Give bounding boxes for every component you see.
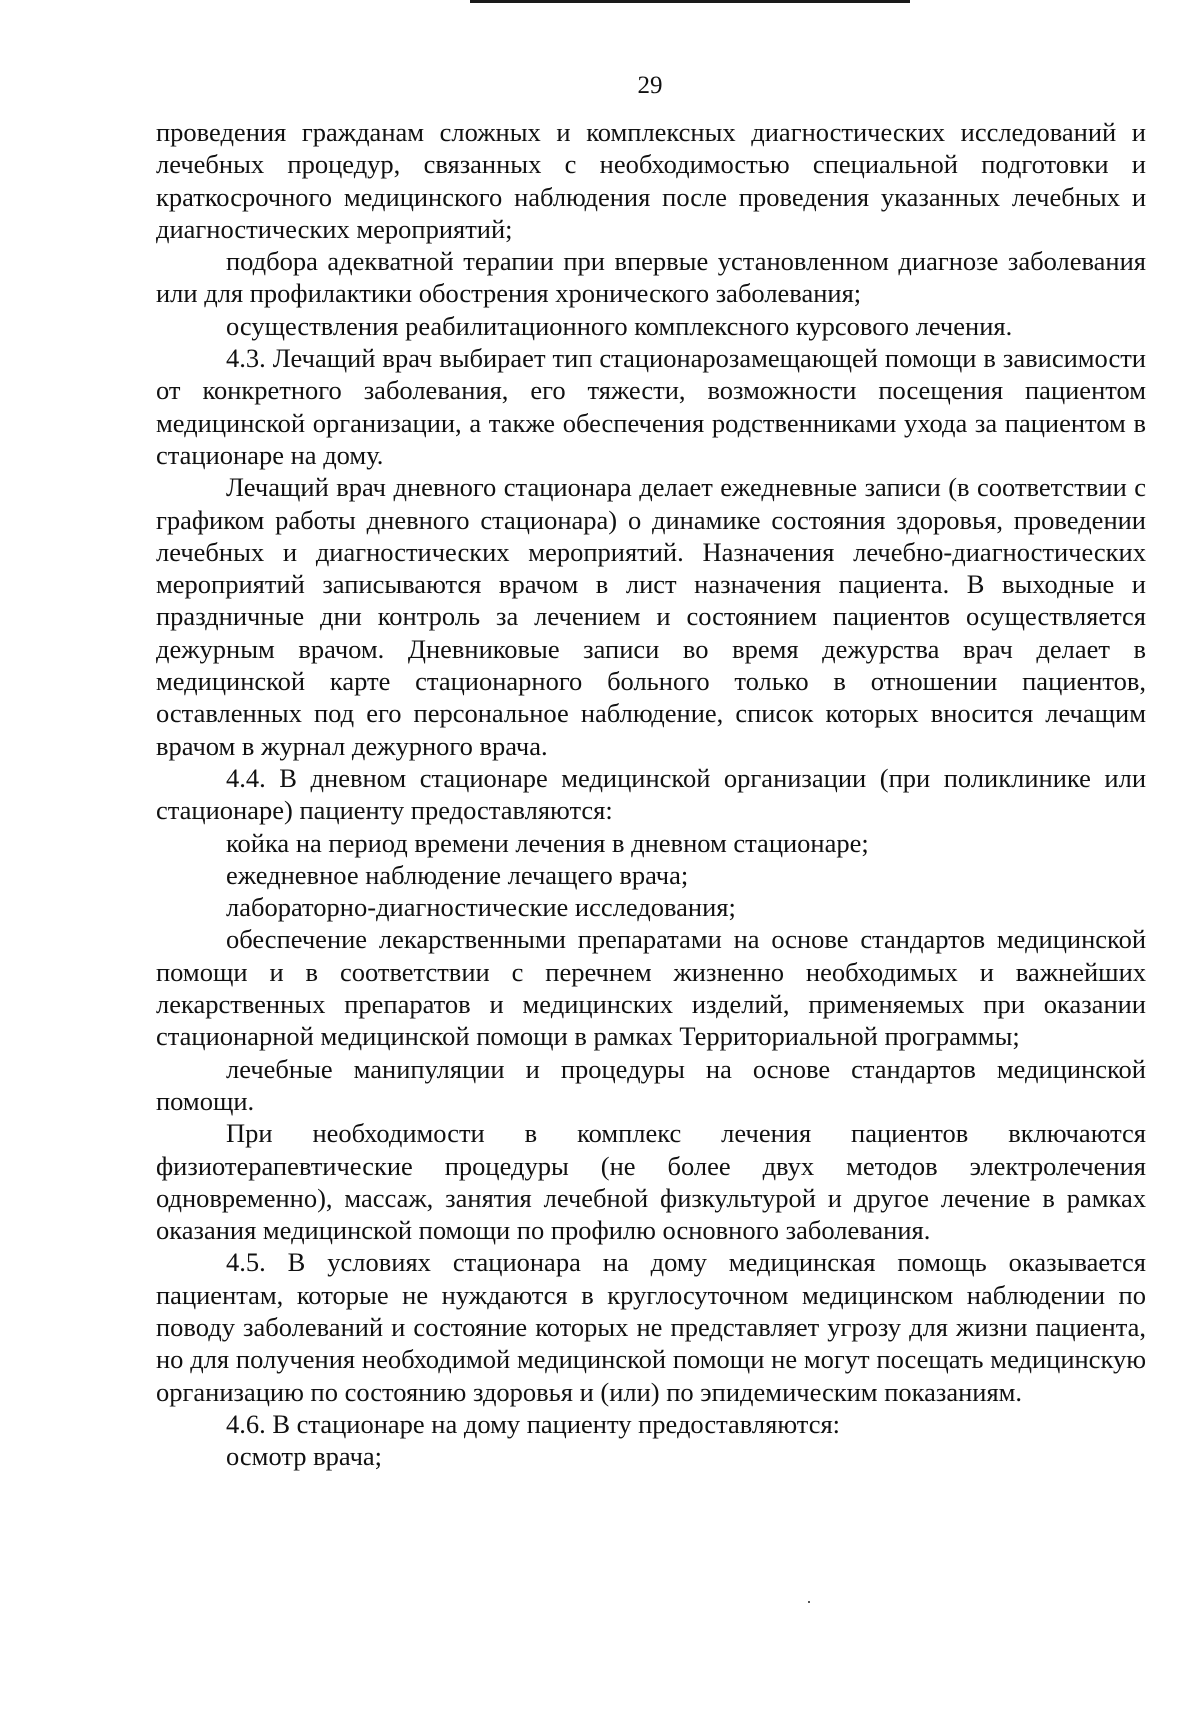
paragraph-additional-treatment: При необходимости в комплекс лечения пациентов включаются физиотерапевтические процедуры (не более двух методов электролечения одновременно), массаж, занятия лечебной физкультурой и другое лечение в рамках оказания медицинской помощи по профилю основного заболевания. bbox=[156, 1118, 1146, 1246]
paragraph-4-3: 4.3. Лечащий врач выбирает тип стационарозамещающей помощи в зависимости от конкретного заболевания, его тяжести, возможности посещения пациентом медицинской организации, а также обеспечения родственниками ухода за пациентом в стационаре на дому. bbox=[156, 343, 1146, 470]
list-item-bed: койка на период времени лечения в дневном стационаре; bbox=[226, 827, 869, 858]
list-item-medications: обеспечение лекарственными препаратами на основе стандартов медицинской помощи и в соответствии с перечнем жизненно необходимых и важнейших лекарственных препаратов и медицинских изделий, применяемых при оказании стационарной медицинской помощи в рамках Территориальной программы; bbox=[156, 924, 1146, 1052]
page-number: 29 bbox=[637, 72, 663, 99]
scan-top-edge-line bbox=[470, 0, 910, 3]
scan-speck bbox=[808, 1601, 810, 1603]
paragraph-continuation: проведения гражданам сложных и комплексных диагностических исследований и лечебных процедур, связанных с необходимостью специальной подготовки и краткосрочного медицинского наблюдения после проведения указанных лечебных и диагностических мероприятий; bbox=[156, 117, 1146, 244]
paragraph-therapy-selection: подбора адекватной терапии при впервые установленном диагнозе заболевания или для профилактики обострения хронического заболевания; bbox=[156, 246, 1146, 309]
paragraph-4-4: 4.4. В дневном стационаре медицинской организации (при поликлинике или стационаре) пациенту предоставляются: bbox=[156, 762, 1146, 826]
document-body bbox=[156, 116, 1146, 1472]
paragraph-4-5: 4.5. В условиях стационара на дому медицинская помощь оказывается пациентам, которые не нуждаются в круглосуточном медицинском наблюдении по поводу заболеваний и состояние которых не представляет угрозу для жизни пациента, но для получения необходимой медицинской помощи не могут посещать медицинскую организацию по состоянию здоровья и (или) по эпидемическим показаниям. bbox=[156, 1247, 1146, 1407]
paragraph-rehabilitation: осуществления реабилитационного комплексного курсового лечения. bbox=[226, 310, 1013, 341]
list-item-lab-diagnostics: лабораторно-диагностические исследования; bbox=[226, 892, 736, 923]
list-item-daily-observation: ежедневное наблюдение лечащего врача; bbox=[226, 859, 689, 890]
paragraph-4-6: 4.6. В стационаре на дому пациенту предоставляются: bbox=[226, 1408, 841, 1439]
paragraph-daily-records: Лечащий врач дневного стационара делает ежедневные записи (в соответствии с графиком работы дневного стационара) о динамике состояния здоровья, проведении лечебных и диагностических мероприятий. Назначения лечебно-диагностических мероприятий записываются врачом в лист назначения пациента. В выходные и праздничные дни контроль за лечением и состоянием пациентов осуществляется дежурным врачом. Дневниковые записи во время дежурства врач делает в медицинской карте стационарного больного только в отношении пациентов, оставленных под его персональное наблюдение, список которых вносится лечащим врачом в журнал дежурного врача. bbox=[156, 472, 1146, 761]
list-item-procedures: лечебные манипуляции и процедуры на основе стандартов медицинской помощи. bbox=[156, 1053, 1146, 1116]
list-item-doctor-exam: осмотр врача; bbox=[226, 1441, 383, 1472]
